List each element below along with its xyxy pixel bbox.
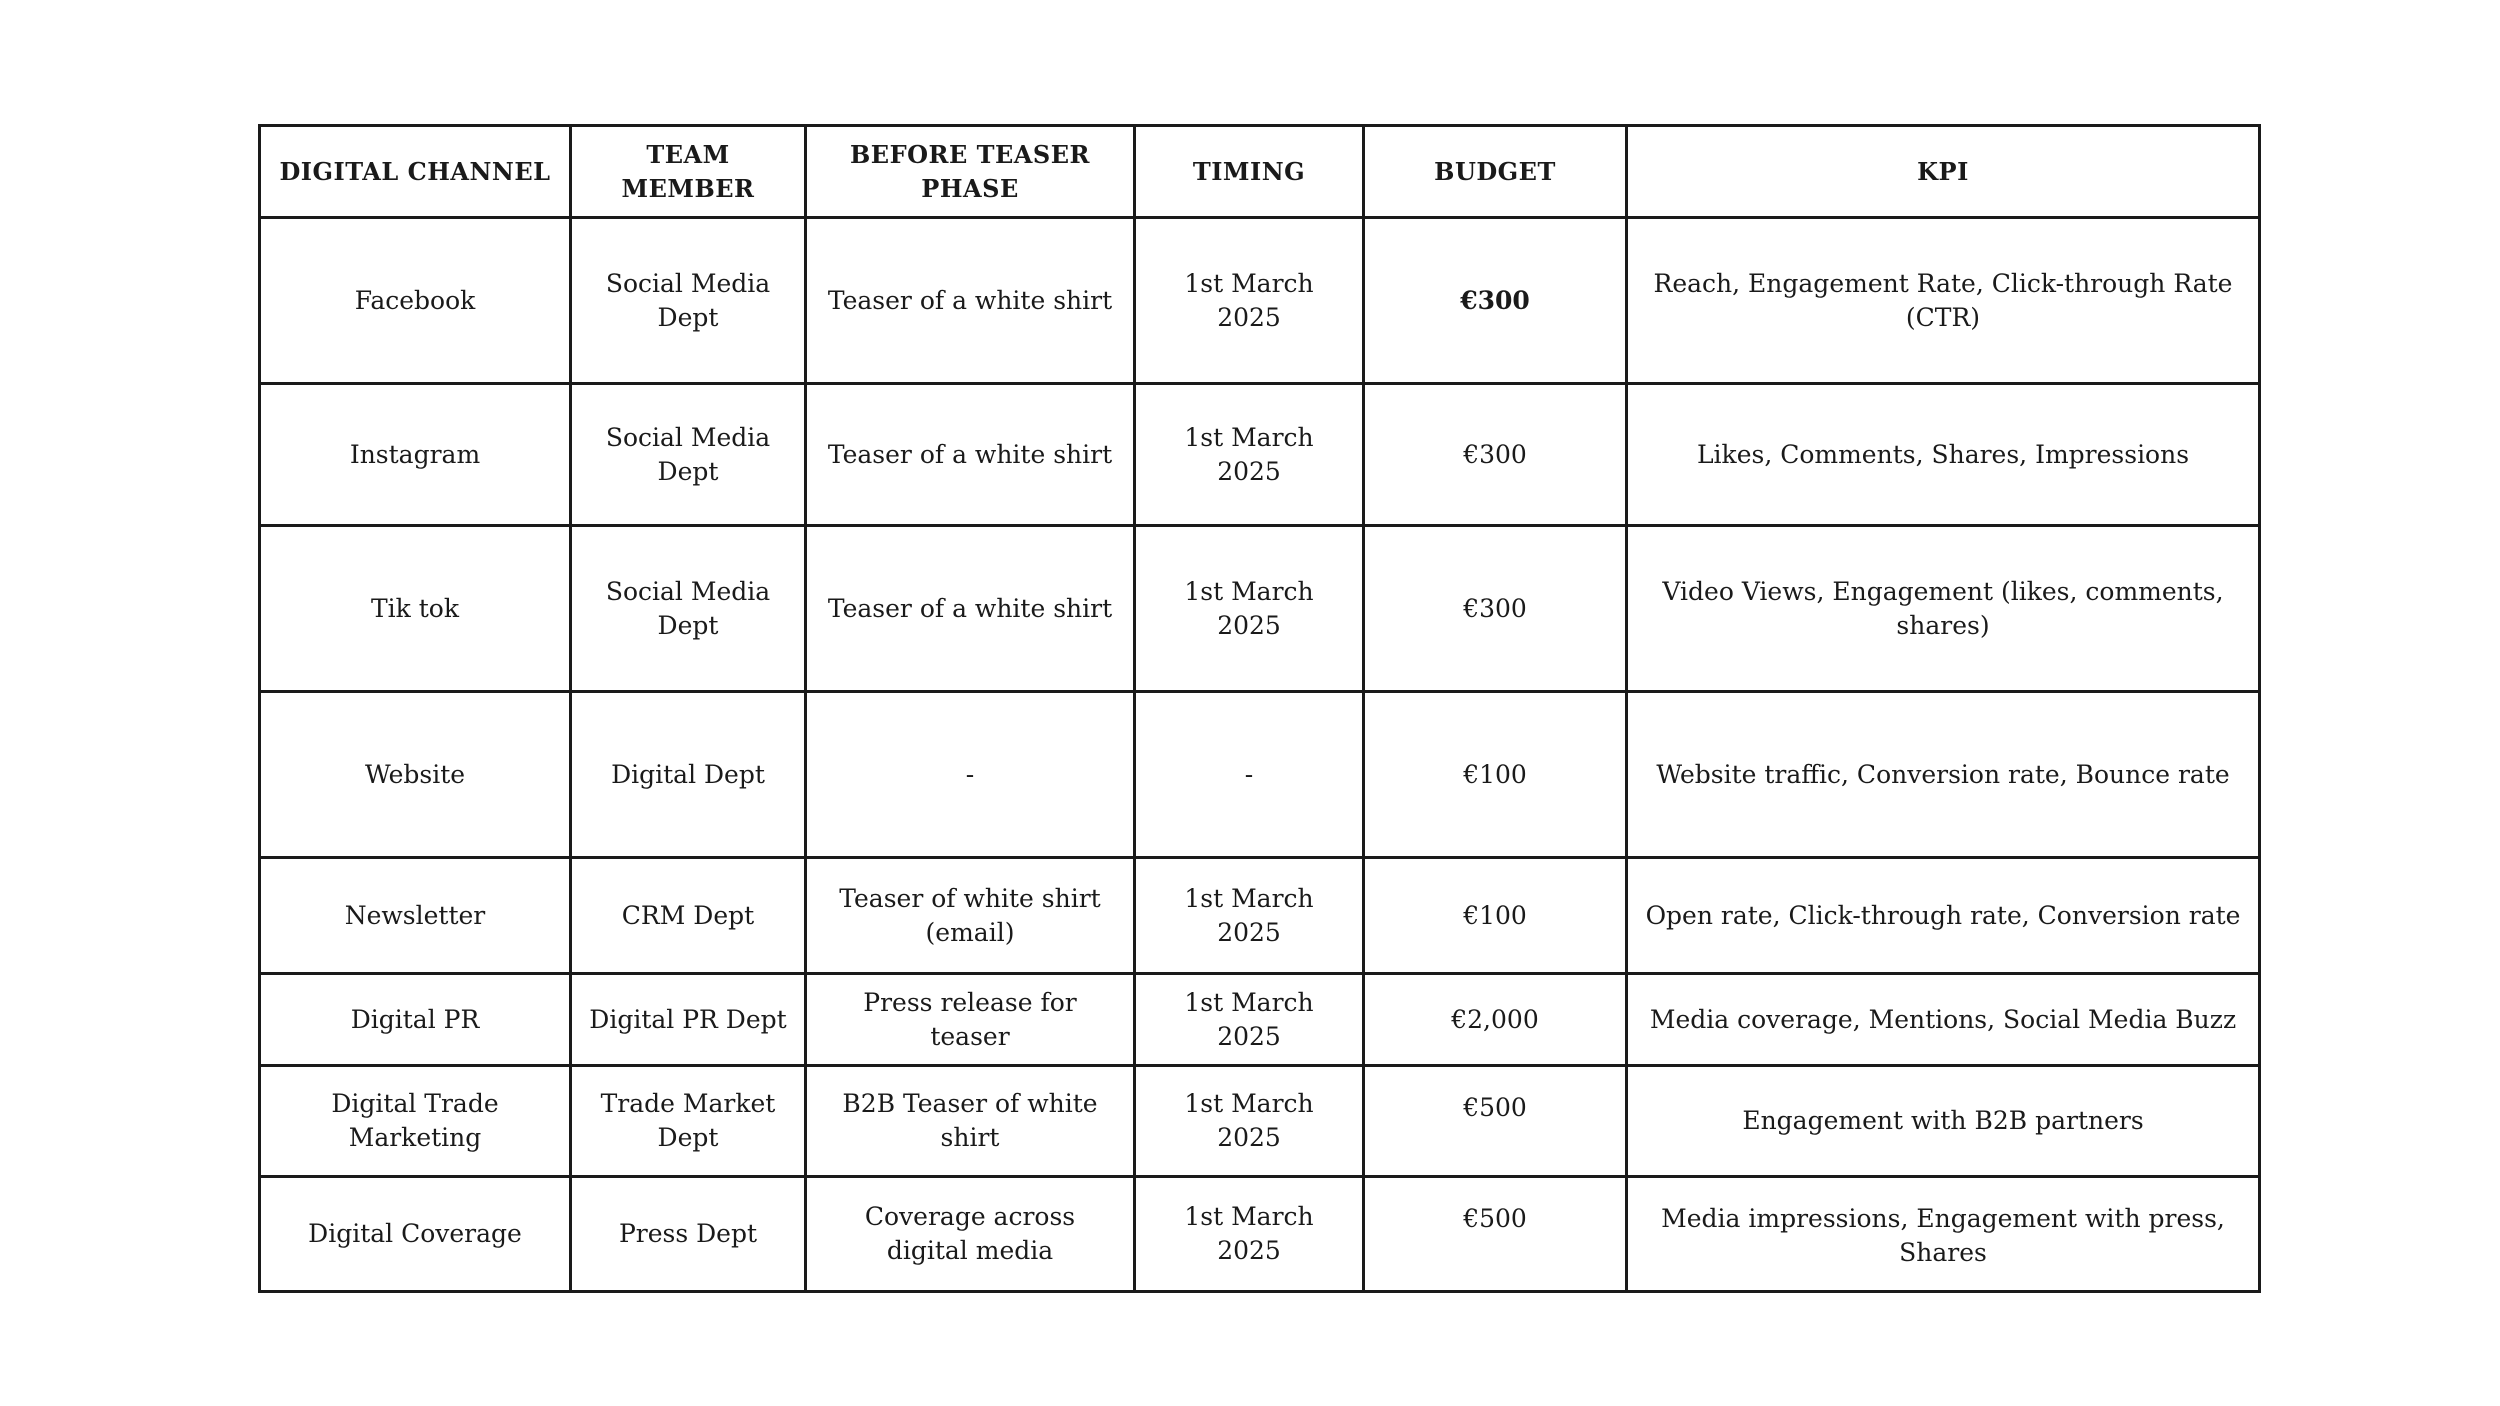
cell-team: Digital Dept [571,692,806,858]
table-row [260,384,2260,526]
cell-kpi: Engagement with B2B partners [1627,1066,2260,1177]
cell-timing: 1st March 2025 [1135,974,1364,1066]
table-row [260,692,2260,858]
cell-timing: - [1135,692,1364,858]
table-row [260,218,2260,384]
cell-channel: Digital Trade Marketing [260,1066,571,1177]
cell-channel: Tik tok [260,526,571,692]
header-kpi: KPI [1627,126,2260,218]
cell-kpi: Video Views, Engagement (likes, comments, shares) [1627,526,2260,692]
cell-budget: €100 [1364,692,1627,858]
cell-phase: Teaser of a white shirt [806,218,1135,384]
cell-budget: €100 [1364,858,1627,974]
cell-team: Digital PR Dept [571,974,806,1066]
digital-channel-table [258,124,2261,1293]
header-timing: TIMING [1135,126,1364,218]
cell-phase: Coverage across digital media [806,1177,1135,1292]
cell-kpi: Media coverage, Mentions, Social Media Buzz [1627,974,2260,1066]
cell-phase: - [806,692,1135,858]
cell-phase: Press release for teaser [806,974,1135,1066]
cell-kpi: Likes, Comments, Shares, Impressions [1627,384,2260,526]
cell-budget: €2,000 [1364,974,1627,1066]
cell-channel: Digital PR [260,974,571,1066]
cell-phase: Teaser of a white shirt [806,526,1135,692]
cell-team: Press Dept [571,1177,806,1292]
table-row [260,858,2260,974]
table-row [260,526,2260,692]
cell-budget: €500 [1364,1066,1627,1177]
cell-kpi: Reach, Engagement Rate, Click-through Rate (CTR) [1627,218,2260,384]
cell-phase: B2B Teaser of white shirt [806,1066,1135,1177]
cell-team: Trade Market Dept [571,1066,806,1177]
table-header-row [260,126,2260,218]
cell-timing: 1st March 2025 [1135,384,1364,526]
cell-team: Social Media Dept [571,526,806,692]
table-row [260,1177,2260,1292]
cell-kpi: Website traffic, Conversion rate, Bounce rate [1627,692,2260,858]
cell-phase: Teaser of white shirt (email) [806,858,1135,974]
cell-channel: Facebook [260,218,571,384]
cell-budget: €300 [1364,526,1627,692]
cell-channel: Website [260,692,571,858]
cell-team: Social Media Dept [571,384,806,526]
cell-phase: Teaser of a white shirt [806,384,1135,526]
cell-channel: Digital Coverage [260,1177,571,1292]
header-before-teaser-phase: BEFORE TEASER PHASE [806,126,1135,218]
header-digital-channel: DIGITAL CHANNEL [260,126,571,218]
table-row [260,974,2260,1066]
cell-timing: 1st March 2025 [1135,218,1364,384]
cell-kpi: Media impressions, Engagement with press, Shares [1627,1177,2260,1292]
cell-budget: €500 [1364,1177,1627,1292]
header-budget: BUDGET [1364,126,1627,218]
cell-timing: 1st March 2025 [1135,1177,1364,1292]
table-row [260,1066,2260,1177]
cell-timing: 1st March 2025 [1135,526,1364,692]
cell-team: CRM Dept [571,858,806,974]
cell-budget: €300 [1364,384,1627,526]
cell-timing: 1st March 2025 [1135,858,1364,974]
cell-timing: 1st March 2025 [1135,1066,1364,1177]
header-team-member: TEAM MEMBER [571,126,806,218]
cell-kpi: Open rate, Click-through rate, Conversion rate [1627,858,2260,974]
cell-budget: €300 [1364,218,1627,384]
cell-channel: Instagram [260,384,571,526]
cell-team: Social Media Dept [571,218,806,384]
cell-channel: Newsletter [260,858,571,974]
